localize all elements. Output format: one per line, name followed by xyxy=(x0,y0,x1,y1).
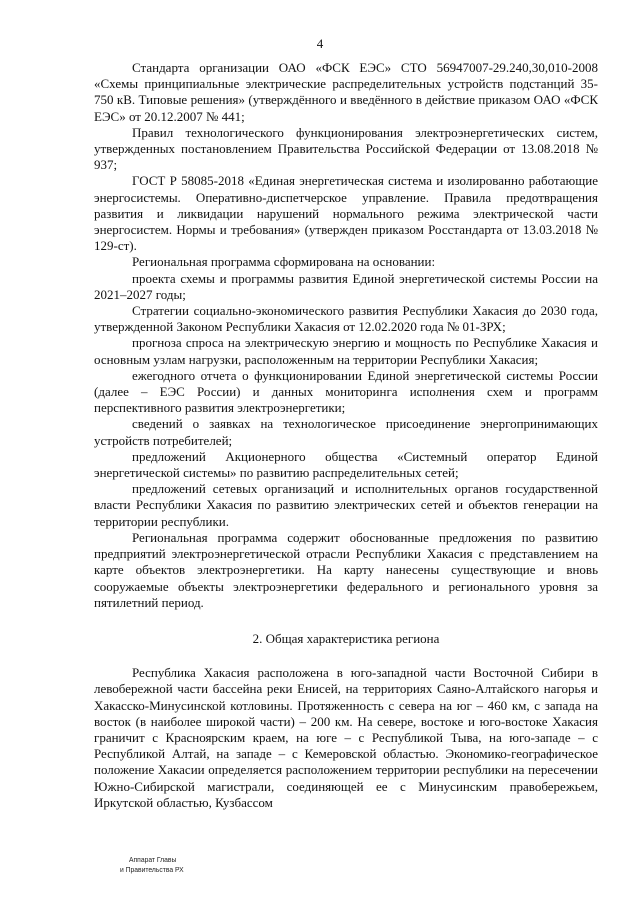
paragraph-region-overview: Республика Хакасия расположена в юго-западной части Восточной Сибири в левобережной части бассейна реки Енисей, на территориях Саяно-Алтайского нагорья и Хакасско-Минусинской котловины. Протяженность с севера на юг – 460 км, с запада на восток (в наиболее широкой части) – 200 км. На севере, востоке и юго-востоке Хакасия граничит с Красноярским краем, на юге – с Республикой Тыва, на юго-западе – с Республикой Алтай, на западе – с Кемеровской областью. Экономико-географическое положение Хакасии определяется расположением территории республики на пересечении Южно-Сибирской магистрали, соединяющей ее с Минусинским правобережьем, Иркутской областью, Кузбассом xyxy=(94,665,598,810)
paragraph-standard-fsk: Стандарта организации ОАО «ФСК ЕЭС» СТО 56947007-29.240,30,010-2008 «Схемы принципиальные электрические распределительных устройств подстанций 35-750 кВ. Типовые решения» (утверждённого и введённого в действие приказом ОАО «ФСК ЕЭС» от 20.12.2007 № 441; xyxy=(94,60,598,124)
list-item-annual-report: ежегодного отчета о функционировании Единой энергетической системы России (далее – ЕЭС России) и данных мониторинга исполнения схем и программ перспективного развития электроэнергетики; xyxy=(94,367,598,416)
list-item-system-operator: предложений Акционерного общества «Системный оператор Единой энергетической системы» по развитию распределительных сетей; xyxy=(94,448,598,481)
document-body xyxy=(94,60,598,811)
stamp-line: Аппарат Главы xyxy=(129,855,177,864)
paragraph-gost: ГОСТ Р 58085-2018 «Единая энергетическая система и изолированно работающие энергосистемы. Оперативно-диспетчерское управление. Правила предотвращения развития и ликвидации нарушений нормального режима электрической части энергосистем. Нормы и требования» (утвержден приказом Росстандарта от 13.03.2018 № 129-ст). xyxy=(94,173,598,254)
list-item-strategy: Стратегии социально-экономического развития Республики Хакасия до 2030 года, утвержденной Законом Республики Хакасия от 12.02.2020 года № 01-ЗРХ; xyxy=(94,303,598,335)
paragraph-program-basis: Региональная программа сформирована на основании: xyxy=(132,254,436,270)
list-item-connection-requests: сведений о заявках на технологическое присоединение энергопринимающих устройств потребителей; xyxy=(94,416,598,448)
list-item-ees-project: проекта схемы и программы развития Единой энергетической системы России на 2021–2027 годы; xyxy=(94,270,598,302)
page-number: 4 xyxy=(316,36,324,51)
section-heading: 2. Общая характеристика региона xyxy=(252,630,440,646)
paragraph-rules-functioning: Правил технологического функционирования электроэнергетических систем, утвержденных постановлением Правительства Российской Федерации от 13.08.2018 № 937; xyxy=(94,124,598,173)
office-stamp xyxy=(120,855,184,875)
stamp-line: и Правительства РХ xyxy=(120,865,184,874)
list-item-grid-organizations: предложений сетевых организаций и исполнительных органов государственной власти Республики Хакасия по развитию электрических сетей и объектов генерации на территории республики. xyxy=(94,481,598,529)
paragraph-program-content: Региональная программа содержит обоснованные предложения по развитию предприятий электроэнергетической отрасли Республики Хакасия с представлением на карте объектов электроэнергетики. На карту нанесены существующие и вновь сооружаемые объекты электроэнергетики федерального и регионального уровня за пятилетний период. xyxy=(94,529,598,610)
list-item-demand-forecast: прогноза спроса на электрическую энергию и мощность по Республике Хакасия и основным узлам нагрузки, расположенным на территории Республики Хакасия; xyxy=(94,335,598,367)
